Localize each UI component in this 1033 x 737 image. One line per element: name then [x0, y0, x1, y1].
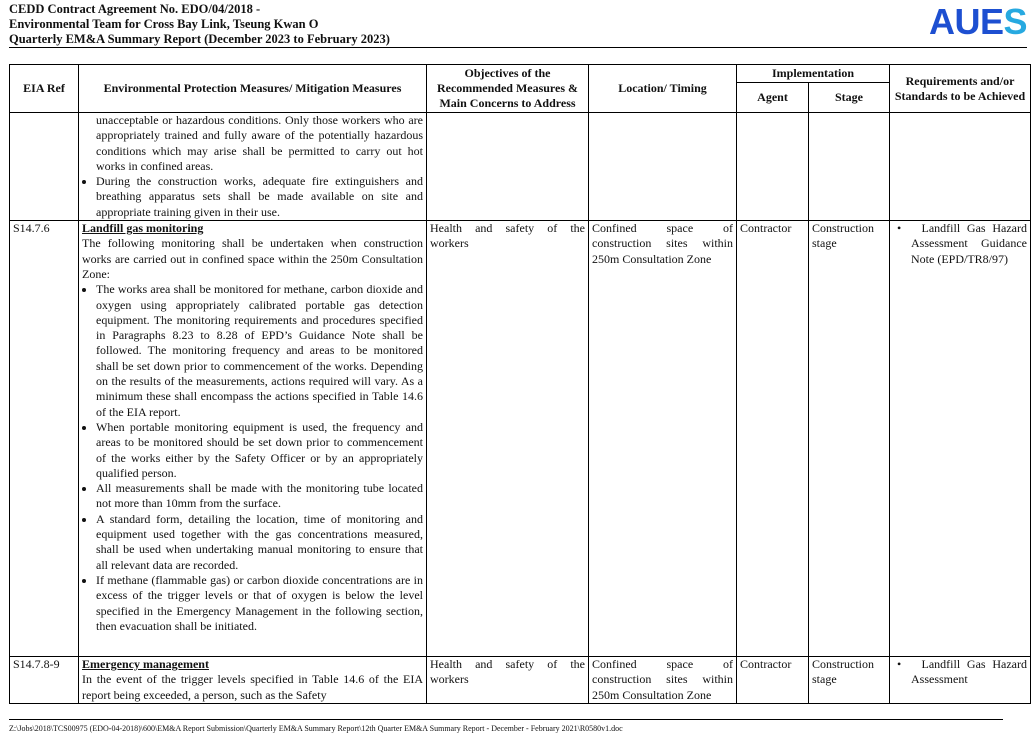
- location-cell: Confined space of construction sites within 250m Consultation Zone: [589, 221, 737, 657]
- list-item: • If methane (flammable gas) or carbon dioxide concentrations are in excess of the trigger levels or that of oxygen is below the level specified in the Emergency Management in the following section, then evacuation shall be initiated.: [96, 573, 423, 634]
- list-item: unacceptable or hazardous conditions. Only those workers who are appropriately trained and fully aware of the potentially hazardous conditions which may arise shall be permitted to carry out hot works in confined areas.: [96, 113, 423, 173]
- requirement-cell: [890, 221, 1031, 657]
- list-item: • During the construction works, adequate fire extinguishers and breathing apparatus sets shall be made available on site and appropriate training given in their use.: [96, 174, 423, 220]
- header-stage: Stage: [809, 83, 890, 113]
- measure-intro: In the event of the trigger levels specified in Table 14.6 of the EIA report being exceeded, a person, such as the Safety: [82, 672, 423, 702]
- header-location-timing: Location/ Timing: [589, 65, 737, 113]
- objective-cell: Health and safety of the workers: [427, 657, 589, 704]
- requirement-item: • Landfill Gas Hazard Assessment: [897, 657, 1027, 687]
- list-item: • A standard form, detailing the location, time of monitoring and equipment used together with the gas concentrations measured, shall be used when undertaking manual monitoring to ensure that all relevant data are recorded.: [96, 512, 423, 573]
- table-row: [10, 657, 1031, 704]
- eia-ref-cell: S14.7.8-9: [10, 657, 79, 704]
- header-objectives: Objectives of the Recommended Measures & Main Concerns to Address: [427, 65, 589, 113]
- measures-cell: [79, 221, 427, 657]
- agent-cell: Contractor: [737, 221, 809, 657]
- requirement-item: • Landfill Gas Hazard Assessment Guidance Note (EPD/TR8/97): [897, 221, 1027, 266]
- header-requirements: Requirements and/or Standards to be Achieved: [890, 65, 1031, 113]
- table-row: [10, 113, 1031, 221]
- stage-cell: Construction stage: [809, 221, 890, 657]
- measure-title: Emergency management: [82, 657, 209, 672]
- measure-intro: The following monitoring shall be undertaken when construction works are carried out in confined space within the 250m Consultation Zone:: [82, 236, 423, 281]
- measures-cell: [79, 113, 427, 221]
- header-agent: Agent: [737, 83, 809, 113]
- footer-divider: [9, 719, 1003, 720]
- footer-file-path: Z:\Jobs\2018\TCS00975 (EDO-04-2018)\600\EM&A Report Submission\Quarterly EM&A Summary Report\12th Quarter EM&A Summary Report - December - February 2021\R0580v1.doc: [9, 724, 623, 733]
- header-divider: [9, 47, 1027, 48]
- stage-cell: Construction stage: [809, 657, 890, 704]
- report-title: Quarterly EM&A Summary Report (December 2023 to February 2023): [9, 32, 390, 46]
- location-cell: Confined space of construction sites within 250m Consultation Zone: [589, 657, 737, 704]
- agent-cell: Contractor: [737, 657, 809, 704]
- requirement-cell: [890, 657, 1031, 704]
- eia-ref-cell: S14.7.6: [10, 221, 79, 657]
- measures-cell: [79, 657, 427, 704]
- objective-cell: Health and safety of the workers: [427, 221, 589, 657]
- mitigation-measures-table: [9, 64, 1031, 704]
- list-item: • All measurements shall be made with the monitoring tube located not more than 10mm from the surface.: [96, 481, 423, 512]
- table-row: [10, 221, 1031, 657]
- measure-title: Landfill gas monitoring: [82, 221, 204, 236]
- list-item: • The works area shall be monitored for methane, carbon dioxide and oxygen using appropriately calibrated portable gas detection equipment. The monitoring requirements and procedures specified in Paragraphs 8.23 to 8.28 of EPD’s Guidance Note shall be followed. The monitoring frequency and areas to be monitored shall be set down prior to commencement of the works. Depending on the results of the measurements, actions required will vary. As a minimum these shall encompass the actions specified in Table 14.6 of the EIA report.: [96, 282, 423, 420]
- document-header: [9, 2, 390, 47]
- aues-logo: AUES: [928, 1, 1027, 42]
- header-eia-ref: EIA Ref: [10, 65, 79, 113]
- list-item: • When portable monitoring equipment is used, the frequency and areas to be monitored should be set down prior to commencement of the works either by the Safety Officer or by an appropriately qualified person.: [96, 420, 423, 481]
- header-measures: Environmental Protection Measures/ Mitigation Measures: [79, 65, 427, 113]
- header-implementation: Implementation: [737, 65, 890, 83]
- team-title: Environmental Team for Cross Bay Link, Tseung Kwan O: [9, 17, 319, 31]
- contract-title: CEDD Contract Agreement No. EDO/04/2018 -: [9, 2, 261, 16]
